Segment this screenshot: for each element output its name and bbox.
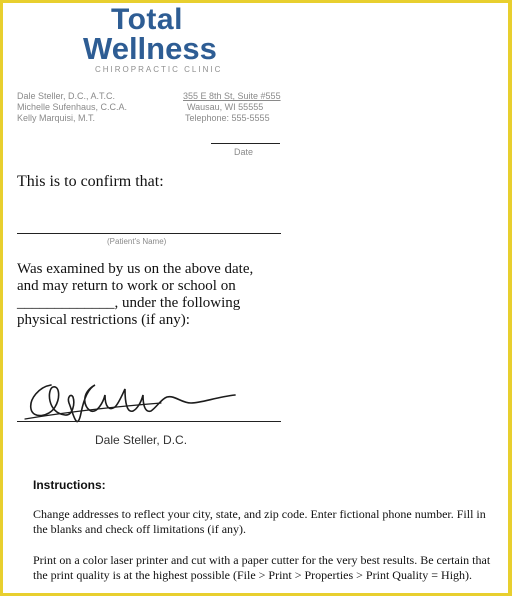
instructions-para-2: Print on a color laser printer and cut with a paper cutter for the very best results. Be certain that the print quality is at the highest possible (File > Print > Properties > Print Quality = High). (33, 553, 491, 582)
logo-wellness: Wellness (83, 31, 217, 66)
address-phone: Telephone: 555-5555 (185, 113, 270, 123)
signer-name: Dale Steller, D.C. (95, 433, 188, 447)
document-page (3, 3, 508, 593)
logo-total: Total (111, 3, 183, 36)
patient-name-label: (Patient's Name) (107, 237, 167, 246)
address-city: Wausau, WI 55555 (187, 102, 264, 112)
body-line-4: physical restrictions (if any): (17, 312, 190, 328)
instructions-para-1: Change addresses to reflect your city, state, and zip code. Enter fictional phone number. Fill in the blanks and check off limitations (if any). (33, 507, 486, 536)
instructions-title: Instructions: (33, 478, 106, 492)
date-label: Date (234, 147, 254, 157)
signature-line (17, 421, 281, 422)
signature-image (21, 373, 261, 433)
patient-name-line (17, 233, 281, 234)
logo-subtitle: CHIROPRACTIC CLINIC (95, 65, 223, 74)
body-line-3: _____________, under the following (17, 295, 241, 311)
confirm-text: This is to confirm that: (17, 173, 164, 190)
date-line (211, 143, 280, 144)
address-street: 355 E 8th St, Suite #555 (183, 91, 281, 101)
body-line-2: and may return to work or school on (17, 278, 236, 294)
staff-1: Dale Steller, D.C., A.T.C. (17, 91, 116, 101)
body-line-1: Was examined by us on the above date, (17, 261, 254, 277)
staff-2: Michelle Sufenhaus, C.C.A. (17, 102, 128, 112)
staff-3: Kelly Marquisi, M.T. (17, 113, 96, 123)
